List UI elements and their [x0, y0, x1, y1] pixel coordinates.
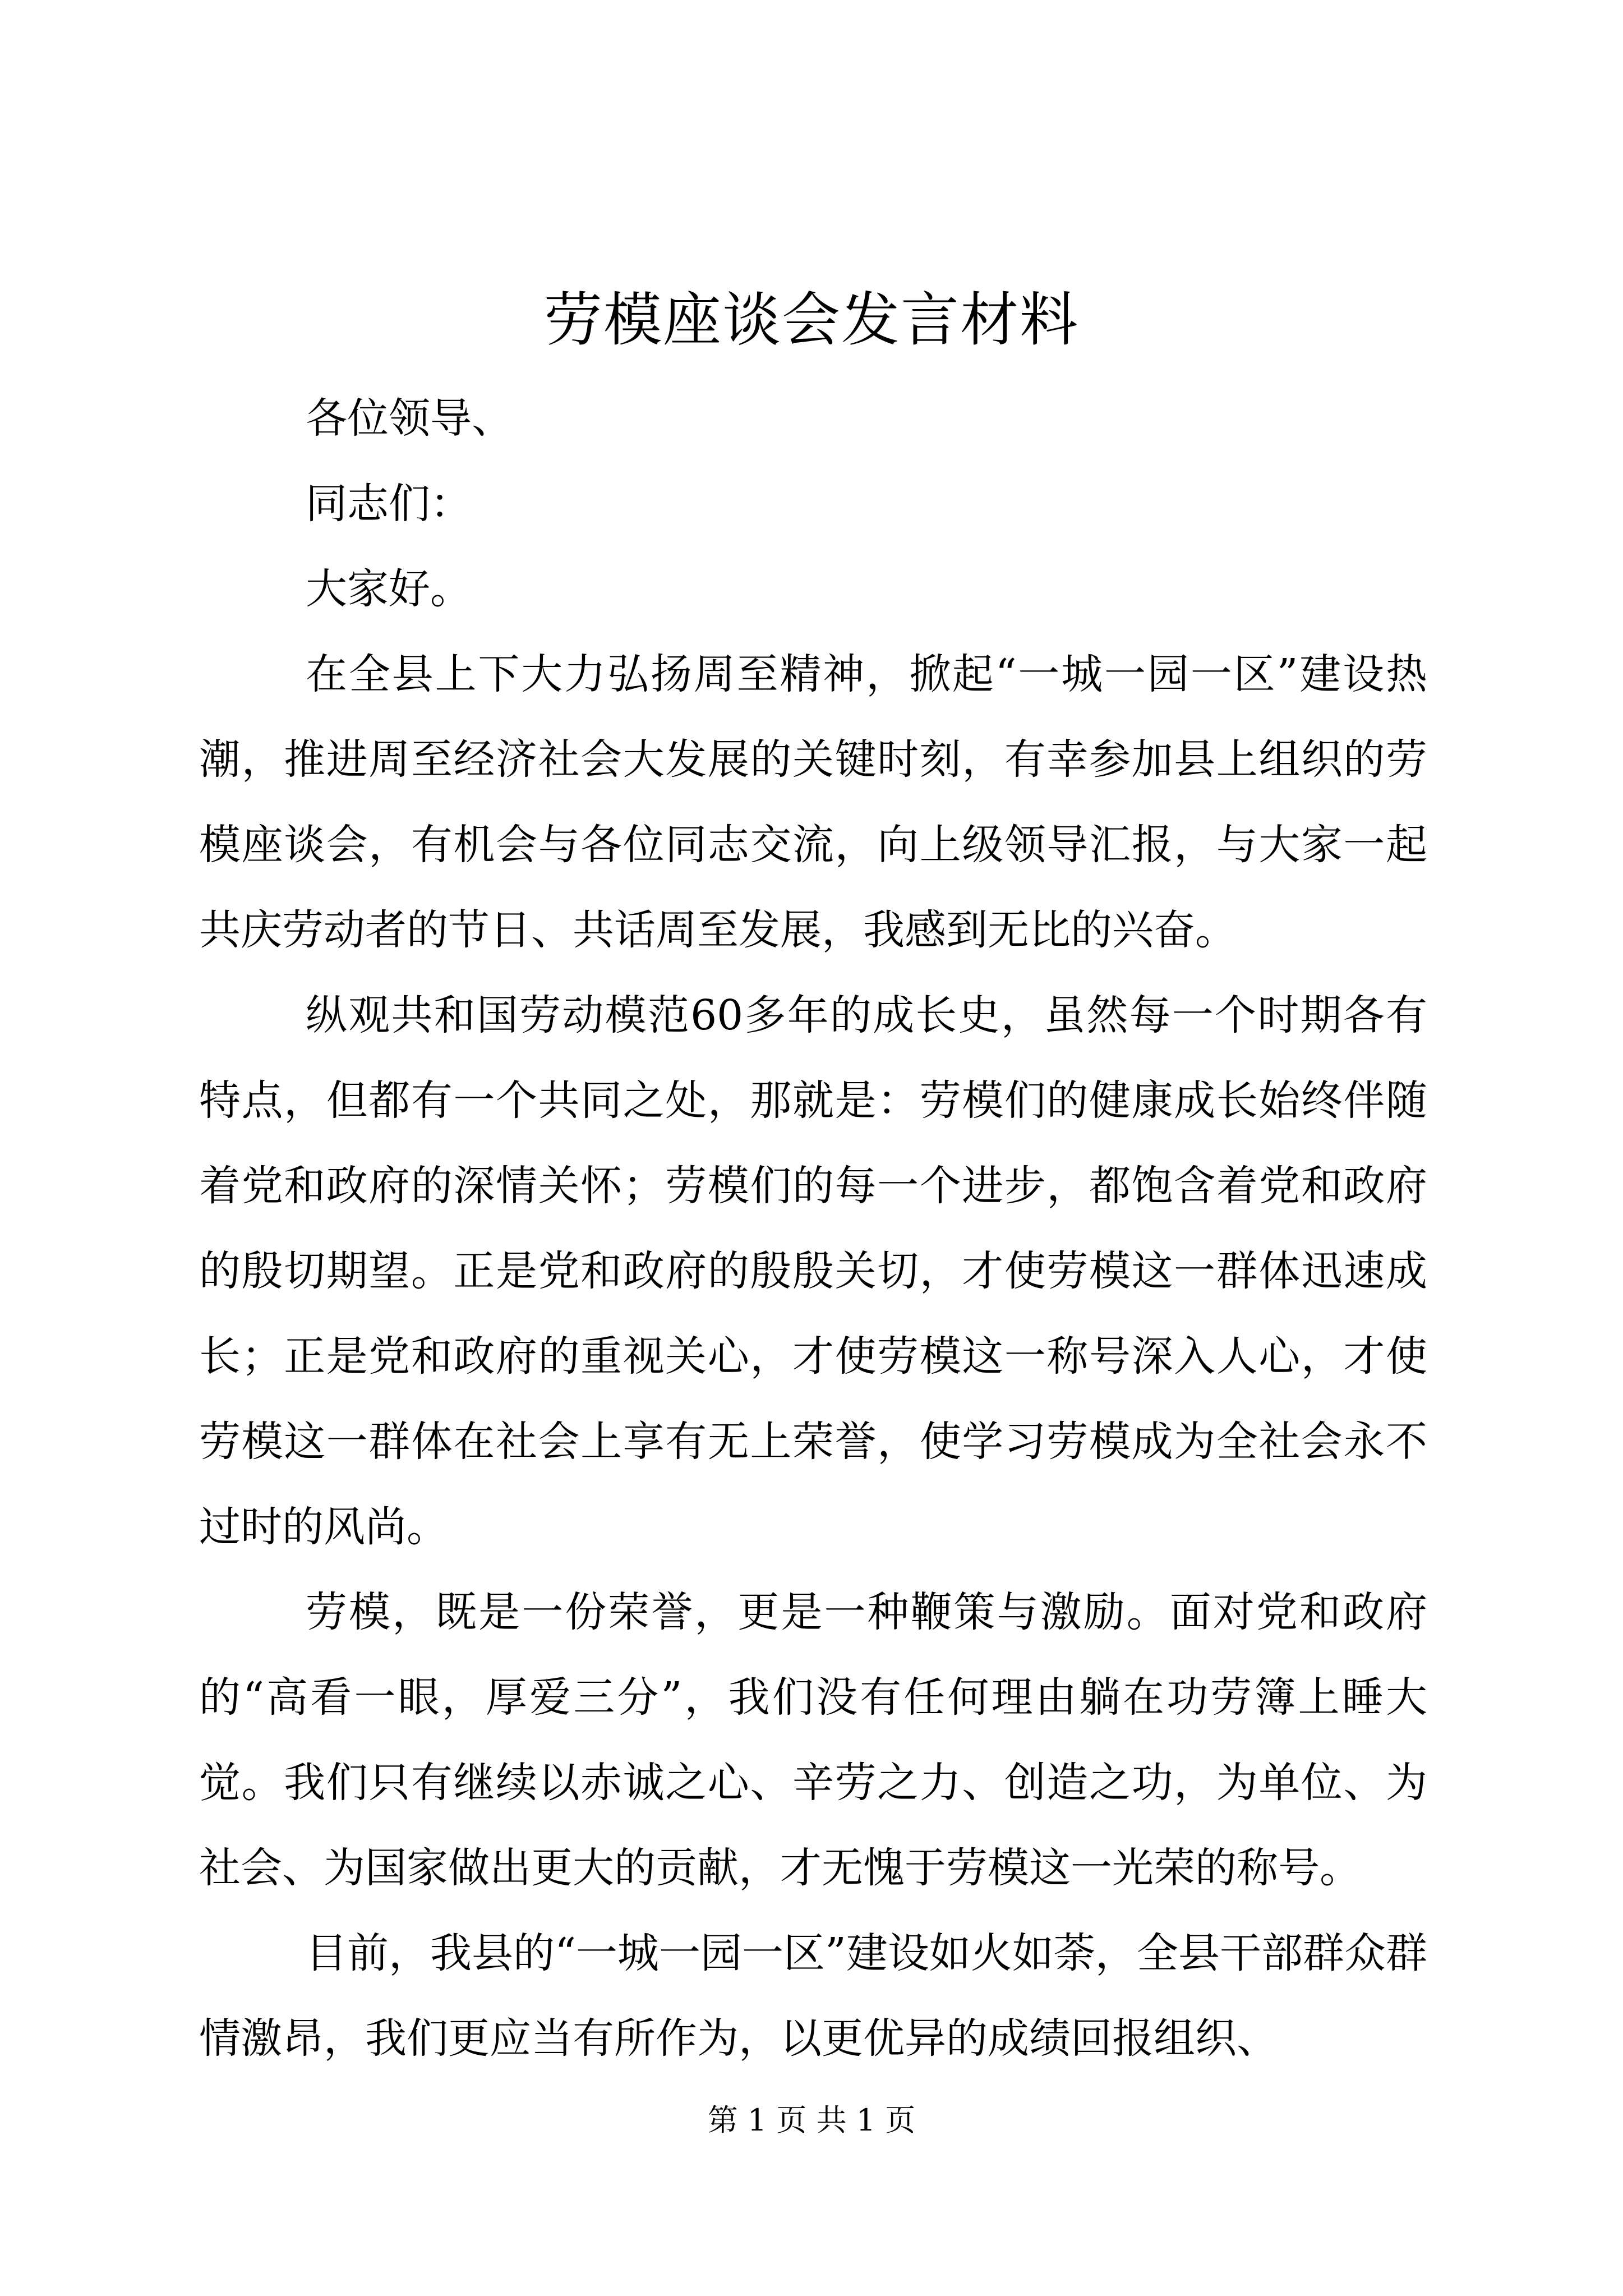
paragraph-honor: 劳模，既是一份荣誉，更是一种鞭策与激励。面对党和政府的“高看一眼，厚爱三分”，我们没有任何理由躺在功劳簿上睡大觉。我们只有继续以赤诚之心、辛劳之力、创造之功，为单位、为社会、为国家做出更大的贡献，才无愧于劳模这一光荣的称号。	[199, 1588, 1427, 1892]
salutation-leaders: 各位领导、	[306, 394, 513, 443]
page-footer: 第 1 页 共 1 页	[707, 2102, 916, 2138]
document-title: 劳模座谈会发言材料	[543, 286, 1079, 354]
paragraph-intro: 在全县上下大力弘扬周至精神，掀起“一城一园一区”建设热潮，推进周至经济社会大发展的关键时刻，有幸参加县上组织的劳模座谈会，有机会与各位同志交流，向上级领导汇报，与大家一起共庆劳动者的节日、共话周至发展，我感到无比的兴奋。	[199, 650, 1427, 954]
salutation-comrades: 同志们：	[306, 480, 472, 528]
paragraph-history: 纵观共和国劳动模范60多年的成长史，虽然每一个时期各有特点，但都有一个共同之处，那就是：劳模们的健康成长始终伴随着党和政府的深情关怀；劳模们的每一个进步，都饱含着党和政府的殷切期望。正是党和政府的殷殷关切，才使劳模这一群体迅速成长；正是党和政府的重视关心，才使劳模这一称号深入人心，才使劳模这一群体在社会上享有无上荣誉，使学习劳模成为全社会永不过时的风尚。	[199, 991, 1427, 1551]
document-body	[199, 376, 1427, 2081]
greeting: 大家好。	[306, 565, 472, 613]
paragraph-current: 目前，我县的“一城一园一区”建设如火如荼，全县干部群众群情激昂，我们更应当有所作为，以更优异的成绩回报组织、	[199, 1929, 1427, 2063]
